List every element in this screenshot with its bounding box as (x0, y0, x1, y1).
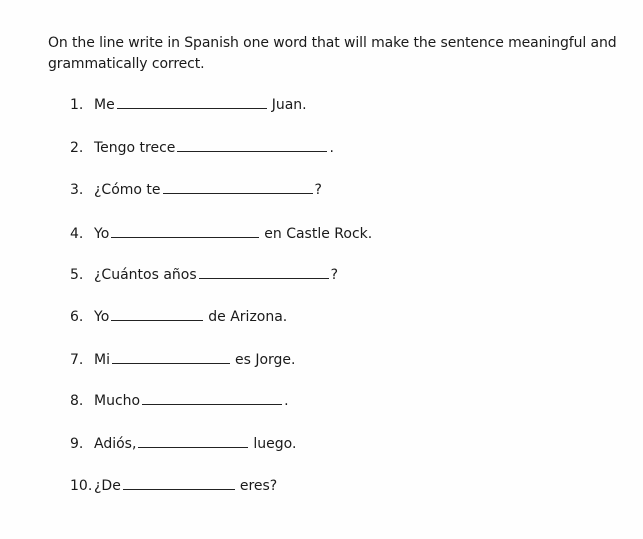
item-number: 8. (70, 393, 84, 409)
sentence-end: . (329, 140, 334, 156)
answer-blank-3[interactable] (163, 181, 313, 194)
sentence-item-2 (70, 139, 334, 157)
sentence-end: en Castle Rock. (264, 226, 373, 242)
sentence-end: ? (330, 267, 339, 283)
item-number: 6. (70, 309, 84, 325)
sentence-end: Juan. (271, 97, 307, 113)
item-number: 7. (70, 352, 84, 368)
sentence-start: Yo (94, 309, 110, 325)
sentence-item-3 (70, 181, 322, 199)
sentence-end: . (284, 393, 289, 409)
answer-blank-9[interactable] (138, 435, 248, 448)
answer-blank-4[interactable] (111, 225, 259, 238)
sentence-item-5 (70, 266, 338, 284)
item-number: 2. (70, 140, 84, 156)
sentence-item-8 (70, 392, 289, 410)
answer-blank-2[interactable] (177, 139, 327, 152)
sentence-item-9 (70, 435, 296, 453)
answer-blank-5[interactable] (199, 266, 329, 279)
sentence-item-4 (70, 225, 372, 243)
answer-blank-1[interactable] (117, 96, 267, 109)
sentence-start: Me (94, 97, 115, 113)
answer-blank-8[interactable] (142, 392, 282, 405)
sentence-start: ¿De (94, 478, 121, 494)
sentence-item-1 (70, 96, 307, 114)
sentence-item-7 (70, 351, 295, 369)
sentence-end: ? (314, 182, 322, 198)
sentence-start: Yo (94, 226, 110, 242)
item-number: 3. (70, 182, 84, 198)
item-number: 5. (70, 267, 84, 283)
answer-blank-6[interactable] (111, 308, 203, 321)
answer-blank-7[interactable] (112, 351, 230, 364)
sentence-item-10 (70, 477, 277, 495)
instructions-text: On the line write in Spanish one word that will make the sentence meaningful and grammatically correct. (48, 35, 617, 72)
sentence-end: eres? (239, 478, 278, 494)
sentence-item-6 (70, 308, 287, 326)
sentence-start: ¿Cuántos años (94, 267, 197, 283)
sentence-start: Tengo trece (94, 140, 176, 156)
sentence-start: ¿Cómo te (94, 182, 161, 198)
sentence-start: Mi (94, 352, 110, 368)
item-number: 10. (70, 478, 93, 494)
item-number: 4. (70, 226, 84, 242)
answer-blank-10[interactable] (123, 477, 235, 490)
sentence-start: Mucho (94, 393, 141, 409)
sentence-end: luego. (253, 436, 297, 452)
item-number: 9. (70, 436, 84, 452)
item-number: 1. (70, 97, 84, 113)
sentence-end: de Arizona. (208, 309, 288, 325)
sentence-end: es Jorge. (234, 352, 296, 368)
sentence-start: Adiós, (94, 436, 137, 452)
